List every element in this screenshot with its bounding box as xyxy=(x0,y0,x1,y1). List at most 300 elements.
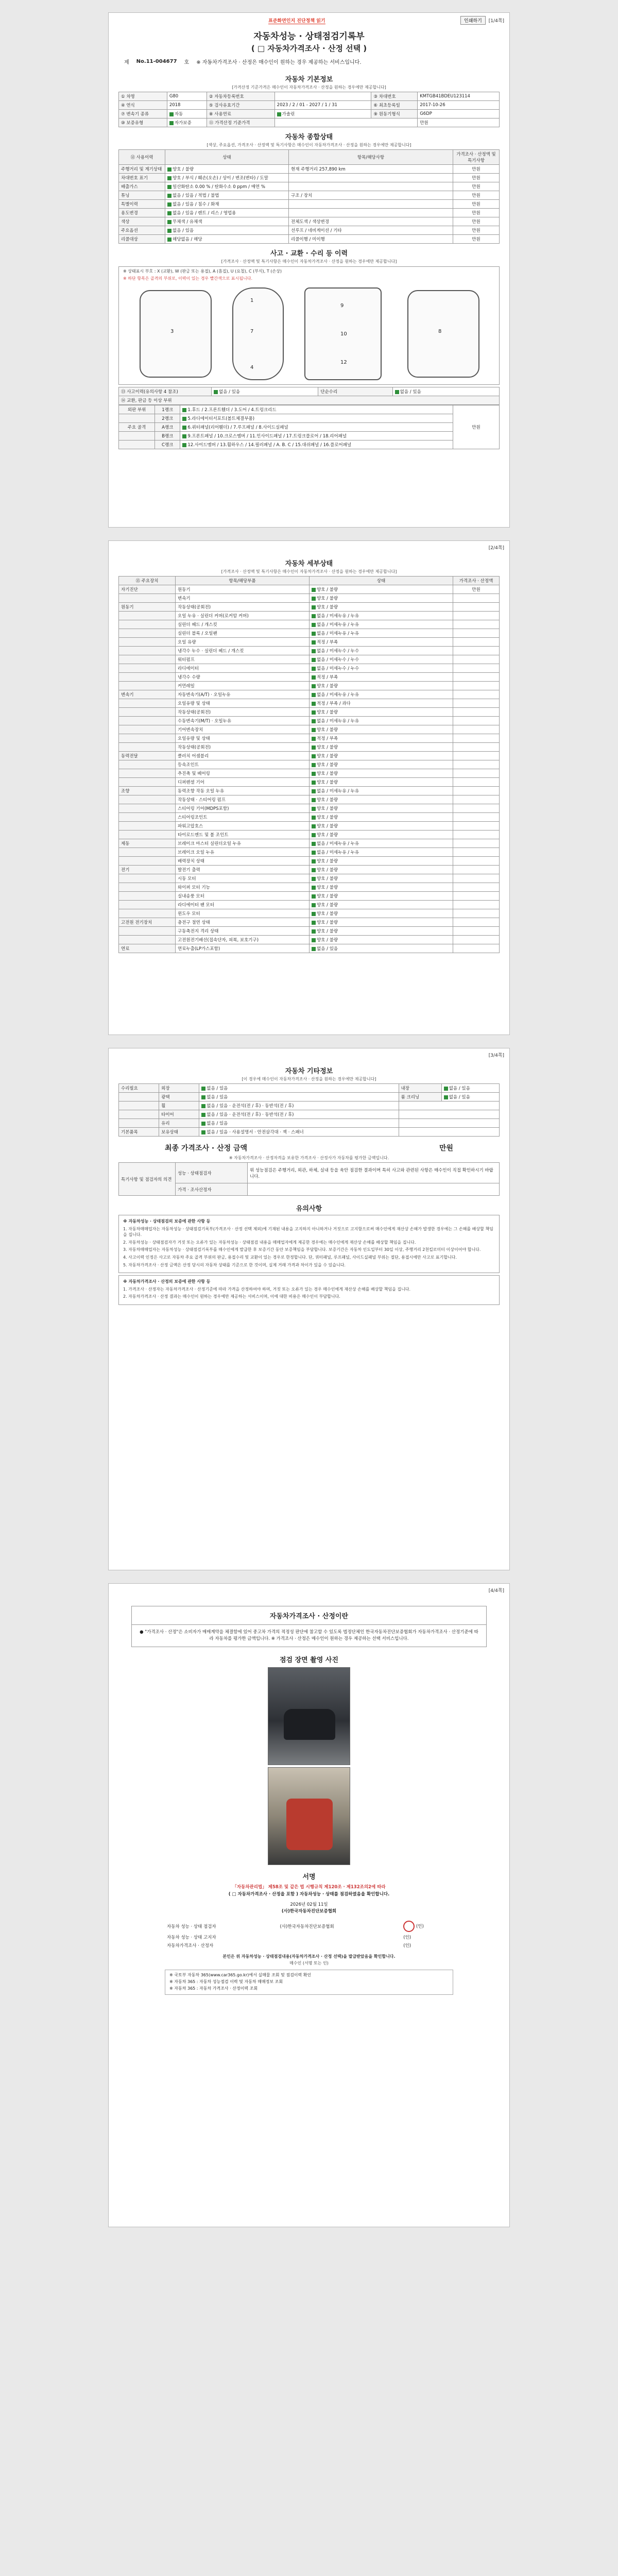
cell xyxy=(401,1920,453,1933)
checkbox[interactable] xyxy=(312,684,316,688)
other-table xyxy=(118,1083,500,1137)
checkbox[interactable] xyxy=(312,807,316,811)
cell-text: 없음 / 미세누유 / 누유 xyxy=(317,841,359,846)
cell: 라디에이터 xyxy=(176,664,310,673)
table-row xyxy=(119,594,500,603)
cell xyxy=(165,200,289,209)
cell: 타이로드엔드 및 볼 조인트 xyxy=(176,831,310,839)
cell xyxy=(165,226,289,235)
checkbox[interactable] xyxy=(444,1087,448,1091)
cell: 내장 xyxy=(399,1084,441,1093)
cell-text: 양호 / 불량 xyxy=(317,762,338,768)
cell xyxy=(119,1093,159,1101)
cell xyxy=(453,717,500,725)
checkbox[interactable] xyxy=(312,745,316,750)
footer-line: ※ 자동차 365 : 자동차 가격조사 · 산정이력 조회 xyxy=(169,1986,258,1991)
cell: 작동상태(공회전) xyxy=(176,708,310,717)
cell-text: 양호 / 불량 xyxy=(317,903,338,908)
cell xyxy=(274,118,418,127)
cell-text: 6.쿼터패널(리어휀더) / 7.루프패널 / 8.사이드실패널 xyxy=(187,425,288,430)
checkbox[interactable] xyxy=(312,816,316,820)
cell xyxy=(310,603,453,612)
cell xyxy=(310,822,453,831)
cell xyxy=(119,1119,159,1128)
cell: 브레이크 오일 누유 xyxy=(176,848,310,857)
cell: 기어변속장치 xyxy=(176,725,310,734)
diagram-label: 3 xyxy=(170,329,174,334)
status-note: [색상, 주요옵션, 가격조사 · 산정액 및 특기사항은 매수인이 자동차가격조사 · 산정을 원하는 경우에만 제공합니다] xyxy=(207,143,411,147)
cell-text: 5.라디에이터서포트(볼트체결부품) xyxy=(187,416,255,421)
cell xyxy=(453,866,500,874)
cell xyxy=(119,432,155,440)
table-row xyxy=(119,787,500,795)
cell xyxy=(119,725,176,734)
cell xyxy=(119,795,176,804)
checkbox[interactable] xyxy=(312,947,316,951)
cell xyxy=(453,822,500,831)
checkbox[interactable] xyxy=(201,1104,205,1108)
cell: 실린더 블록 / 오일팬 xyxy=(176,629,310,638)
checkbox[interactable] xyxy=(312,859,316,863)
cell: 윈도우 모터 xyxy=(176,909,310,918)
table-row xyxy=(165,1920,453,1933)
cell xyxy=(399,1119,499,1128)
cell-text: 없음 / 있음 · 운전석(전 / 후) · 동반석(전 / 후) xyxy=(207,1112,294,1117)
cell: 만원 xyxy=(453,405,500,449)
cell xyxy=(199,1128,399,1137)
cell: 동력전달 xyxy=(119,752,176,760)
diagram-label: 12 xyxy=(340,360,347,365)
table-row xyxy=(119,414,500,423)
cell-text: 양호 / 불량 xyxy=(317,798,338,803)
cell xyxy=(453,839,500,848)
footer-line: ※ 자동차 365 : 자동차 성능점검 이력 및 자동차 매매정보 조회 xyxy=(169,1979,283,1985)
cell: ② 자동차등록번호 xyxy=(207,92,274,101)
basic-info-note: [가격산정 기준가격은 매수인이 자동차가격조사 · 산정을 원하는 경우에만 제공합니다] xyxy=(232,85,386,90)
table-row xyxy=(119,760,500,769)
cell xyxy=(453,848,500,857)
checkbox[interactable] xyxy=(312,833,316,837)
checkbox[interactable] xyxy=(167,220,171,224)
table-row xyxy=(119,874,500,883)
cell xyxy=(399,1128,499,1137)
checkbox[interactable] xyxy=(312,728,316,732)
cell: ① 차명 xyxy=(119,92,167,101)
cell: 색상 xyxy=(119,217,165,226)
checkbox[interactable] xyxy=(312,824,316,828)
checkbox[interactable] xyxy=(312,702,316,706)
checkbox[interactable] xyxy=(182,417,186,421)
cell: 2023 / 2 / 01 - 2027 / 1 / 31 xyxy=(274,101,371,110)
checkbox[interactable] xyxy=(312,798,316,802)
cell: 와이퍼 모터 기능 xyxy=(176,883,310,892)
checkbox[interactable] xyxy=(395,390,399,394)
notice-item: 4. 사고이력 인정은 사고로 자동차 주요 골격 부위의 판금, 용접수리 및 교환이 있는 경우로 한정합니다. 단, 쿼터패널, 루프패널, 사이드실패널 부위는 절단, 용접시에만 사고로 표기합니다. xyxy=(123,1255,457,1260)
print-button[interactable]: 인쇄하기 xyxy=(460,16,486,25)
cell xyxy=(310,892,453,901)
cell-text: 양호 / 불량 xyxy=(317,929,338,934)
checkbox[interactable] xyxy=(312,605,316,609)
checkbox[interactable] xyxy=(312,929,316,934)
cell: 현재 주행거리 257,890 km xyxy=(289,165,453,174)
cell: 구동축전지 격리 상태 xyxy=(176,927,310,936)
checkbox[interactable] xyxy=(167,194,171,198)
checkbox[interactable] xyxy=(312,851,316,855)
cell xyxy=(248,1183,500,1196)
page-number: [3/4쪽] xyxy=(488,1053,504,1058)
cell xyxy=(453,629,500,638)
cell-text: 없음 / 미세누유 / 누유 xyxy=(317,692,359,698)
table-row xyxy=(119,857,500,866)
cell xyxy=(167,110,207,118)
checkbox[interactable] xyxy=(444,1095,448,1099)
checkbox[interactable] xyxy=(312,781,316,785)
checkbox[interactable] xyxy=(312,640,316,645)
checkbox[interactable] xyxy=(312,912,316,916)
cell xyxy=(310,927,453,936)
col-header: 가격조사 · 산정액 xyxy=(453,577,500,585)
checkbox[interactable] xyxy=(182,434,186,438)
cell xyxy=(119,682,176,690)
checkbox[interactable] xyxy=(201,1130,205,1134)
intro-text: ● "가격조사 · 산정"은 소비자가 매매계약을 체결함에 있어 중고차 가격의 적정성 판단에 참고할 수 있도록 법정단체인 한국자동차진단보증협회가 자동차가격조사 · 산정기준에 따라 자동차를 평가한 금액입니다. ※ 가격조사 · 산정은 매수인이 원하는 경우 제공하는 선택 서비스입니다. xyxy=(140,1630,478,1642)
table-row xyxy=(119,795,500,804)
table-row xyxy=(119,235,500,244)
footer-box xyxy=(165,1970,453,1994)
cell xyxy=(310,936,453,944)
basic-info-title: 자동차 기본정보 xyxy=(285,76,333,83)
sign-confirm-text: ( □ 자동차가격조사 · 산정을 포함 ) 자동차성능 · 상태를 점검하였음을 확인합니다. xyxy=(228,1891,390,1897)
notice-box-2 xyxy=(118,1275,500,1305)
checkbox[interactable] xyxy=(312,675,316,680)
diagram-label: 9 xyxy=(340,303,344,309)
cell xyxy=(310,874,453,883)
col-header: ⑮ 주요장치 xyxy=(119,577,176,585)
cell-text: 양호 / 불량 xyxy=(317,894,338,899)
cell: 광택 xyxy=(159,1093,199,1101)
cell-text: 양호 / 불량 xyxy=(317,780,338,785)
car-diagram xyxy=(118,266,500,385)
cell: 1랭크 xyxy=(155,405,180,414)
cell-text: 적정 / 부족 xyxy=(317,675,338,680)
cell: 동력조향 작동 오일 누유 xyxy=(176,787,310,795)
cell-text: 양호 / 불량 xyxy=(317,876,338,882)
diagram-label: 10 xyxy=(340,331,347,337)
checkbox[interactable] xyxy=(312,737,316,741)
intro-title: 자동차가격조사 · 산정이란 xyxy=(132,1606,486,1625)
checkbox[interactable] xyxy=(312,623,316,627)
cell-text: 없음 / 있음 xyxy=(207,1121,228,1126)
cell xyxy=(310,629,453,638)
cell xyxy=(165,191,289,200)
cell xyxy=(453,944,500,953)
cell: 스티어링조인트 xyxy=(176,813,310,822)
cell xyxy=(310,682,453,690)
final-price-note: ※ 자동차가격조사 · 산정자격을 보유한 가격조사 · 산정사가 자동차를 평가한 금액입니다. xyxy=(229,1156,389,1160)
footer-buyer: 매수인 (서명 또는 인) xyxy=(289,1960,329,1965)
cell: 라디에이터 팬 모터 xyxy=(176,901,310,909)
table-row xyxy=(119,708,500,717)
notice-item: 1. 자동차매매업자는 자동차성능 · 상태점검기록부(가격조사 · 산정 선택 제외)에 기재된 내용을 고지하지 아니하거나 거짓으로 고지함으로써 매수인에게 재산상 손해가 발생한 경우에는 그 손해를 배상할 책임을 집니다. xyxy=(123,1226,493,1238)
checkbox[interactable] xyxy=(201,1087,205,1091)
detail-title: 자동차 세부상태 xyxy=(285,560,333,568)
cell: ⑩ 보증유형 xyxy=(119,118,167,127)
checkbox[interactable] xyxy=(167,211,171,215)
table-row xyxy=(119,387,500,396)
checkbox[interactable] xyxy=(214,390,218,394)
cell-text: 적정 / 부족 / 과다 xyxy=(317,701,351,706)
checkbox[interactable] xyxy=(312,588,316,592)
cell-text: 양호 / 불량 xyxy=(317,587,338,592)
cell xyxy=(199,1093,399,1101)
cell: ⑤ 검사유효기간 xyxy=(207,101,274,110)
checkbox[interactable] xyxy=(312,842,316,846)
table-row xyxy=(119,118,500,127)
checkbox[interactable] xyxy=(167,167,171,172)
cell: 만원 xyxy=(453,235,500,244)
cell-text: 없음 / 있음 / 침수 / 화재 xyxy=(173,202,219,207)
cell xyxy=(199,1101,399,1110)
cell xyxy=(119,699,176,708)
cell xyxy=(310,638,453,647)
cell: ⑪ 가격산정 기준가격 xyxy=(207,118,274,127)
checkbox[interactable] xyxy=(201,1113,205,1117)
car-side-left xyxy=(140,290,212,378)
col-header: 상태 xyxy=(310,577,453,585)
reg-prefix: 제 xyxy=(124,60,129,65)
cell xyxy=(165,174,289,182)
footer-confirm: 본인은 위 자동차성능 · 상태점검내용(자동차가격조사 · 산정 선택)을 발급받았음을 확인합니다. xyxy=(222,1954,396,1959)
cell-text: 없음 / 있음 xyxy=(219,389,241,395)
cell: 수동변속기(M/T) · 오일누유 xyxy=(176,717,310,725)
table-row xyxy=(119,822,500,831)
final-price-line xyxy=(165,1143,453,1153)
checkbox[interactable] xyxy=(201,1122,205,1126)
table-row xyxy=(119,918,500,927)
cell xyxy=(289,209,453,217)
cell: 작동상태 · 스티어링 펌프 xyxy=(176,795,310,804)
col-header: 상태 xyxy=(165,150,289,165)
checkbox[interactable] xyxy=(169,112,174,116)
cell xyxy=(119,734,176,743)
checkbox[interactable] xyxy=(312,868,316,872)
cell-text: 양호 / 불량 xyxy=(317,596,338,601)
checkbox[interactable] xyxy=(182,408,186,412)
table-row xyxy=(119,423,500,432)
page-header xyxy=(109,1584,509,1594)
accident-note: [가격조사 · 산정액 및 특기사항은 매수인이 자동차가격조사 · 산정을 원하는 경우에만 제공합니다] xyxy=(221,259,397,264)
cell: 용도변경 xyxy=(119,209,165,217)
checkbox[interactable] xyxy=(312,614,316,618)
registration-line xyxy=(109,54,509,70)
cell-text: 12.사이드멤버 / 13.휠하우스 / 14.필러패널 / A. B. C / 15.대쉬패널 / 16.플로어패널 xyxy=(187,443,352,448)
sign-issuer: (사)한국자동차진단보증협회 xyxy=(281,1909,337,1914)
checkbox[interactable] xyxy=(312,597,316,601)
cell: 조향 xyxy=(119,787,176,795)
cell xyxy=(310,647,453,655)
col-header: 항목/해당부품 xyxy=(176,577,310,585)
inspection-photo-rear xyxy=(268,1767,350,1865)
cell xyxy=(165,217,289,226)
checkbox[interactable] xyxy=(312,693,316,697)
checkbox[interactable] xyxy=(167,238,171,242)
checkbox[interactable] xyxy=(312,938,316,942)
notice-title: 유의사항 xyxy=(296,1205,322,1213)
cell xyxy=(180,405,453,414)
notice-item: 2. 자동차가격조사 · 산정 결과는 매수인이 원하는 경우에만 제공하는 서비스이며, 이에 대한 비용은 매수인이 부담합니다. xyxy=(123,1294,340,1299)
checkbox[interactable] xyxy=(312,658,316,662)
table-row xyxy=(119,944,500,953)
cell xyxy=(119,848,176,857)
notice-heading: ※ 자동차가격조사 · 산정의 보증에 관한 사항 등 xyxy=(123,1279,211,1284)
table-row xyxy=(119,440,500,449)
cell xyxy=(119,892,176,901)
cell xyxy=(453,883,500,892)
cell xyxy=(119,857,176,866)
checkbox[interactable] xyxy=(167,202,171,207)
cell: 만원 xyxy=(453,182,500,191)
checkbox[interactable] xyxy=(312,710,316,715)
cell: 2018 xyxy=(167,101,207,110)
document-subtitle: ( □ 자동차가격조사 · 산정 선택 ) xyxy=(251,44,367,53)
table-row xyxy=(119,673,500,682)
cell xyxy=(392,387,499,396)
cell xyxy=(453,918,500,927)
checkbox[interactable] xyxy=(167,229,171,233)
checkbox[interactable] xyxy=(312,649,316,653)
cell: ⑬ 사고이력(유의사항 4 참조) xyxy=(119,387,212,396)
cell xyxy=(310,708,453,717)
cell: 원동기 xyxy=(176,585,310,594)
cell xyxy=(119,822,176,831)
cell xyxy=(453,594,500,603)
cell xyxy=(310,848,453,857)
checkbox[interactable] xyxy=(312,763,316,767)
cell xyxy=(453,804,500,813)
cell xyxy=(165,209,289,217)
table-row xyxy=(119,927,500,936)
cell: 타이어 xyxy=(159,1110,199,1119)
cell: 클러치 어셈블리 xyxy=(176,752,310,760)
table-row xyxy=(119,734,500,743)
cell xyxy=(453,743,500,752)
cell xyxy=(453,638,500,647)
checkbox[interactable] xyxy=(167,185,171,189)
status-title: 자동차 종합상태 xyxy=(285,133,333,141)
cell-text: 양호 / 불량 xyxy=(317,833,338,838)
cell xyxy=(399,1110,499,1119)
checkbox[interactable] xyxy=(312,754,316,758)
cell xyxy=(310,804,453,813)
footer-text xyxy=(109,1954,509,1967)
cell xyxy=(453,760,500,769)
diagram-label: 4 xyxy=(250,365,254,370)
table-row xyxy=(119,174,500,182)
checkbox[interactable] xyxy=(312,894,316,899)
cell xyxy=(119,831,176,839)
cell: 자기진단 xyxy=(119,585,176,594)
checkbox[interactable] xyxy=(312,719,316,723)
cell-text: 없음 / 미세누유 / 누유 xyxy=(317,631,359,636)
checkbox[interactable] xyxy=(169,121,174,125)
cell xyxy=(278,1933,402,1941)
cell: ⑭ 교환, 판금 등 이상 부위 xyxy=(119,396,500,405)
checkbox[interactable] xyxy=(312,886,316,890)
cell-text: 없음 / 미세누유 / 누유 xyxy=(317,614,359,619)
cell: 수리필요 xyxy=(119,1084,159,1093)
checkbox[interactable] xyxy=(312,772,316,776)
checkbox[interactable] xyxy=(312,632,316,636)
cell xyxy=(289,174,453,182)
checkbox[interactable] xyxy=(312,789,316,793)
cell xyxy=(310,699,453,708)
policy-link[interactable]: 표준화면인지 진단정책 읽기 xyxy=(268,17,325,24)
cell xyxy=(274,110,371,118)
table-row xyxy=(119,839,500,848)
page-number: [1/4쪽] xyxy=(488,19,504,24)
table-row xyxy=(119,655,500,664)
checkbox[interactable] xyxy=(277,112,281,116)
cell xyxy=(289,200,453,209)
cell-text: 양호 / 부식 / 훼손(오손) / 상이 / 변조(변타) / 도말 xyxy=(173,176,268,181)
cell: (인) xyxy=(403,1943,411,1948)
cell xyxy=(310,655,453,664)
cell xyxy=(453,936,500,944)
table-row xyxy=(119,405,500,414)
cell xyxy=(310,839,453,848)
cell: 오일 누유 · 실린더 커버(로커암 커버) xyxy=(176,612,310,620)
cell: 추진축 및 베어링 xyxy=(176,769,310,778)
checkbox[interactable] xyxy=(201,1095,205,1099)
cell-text: 없음 / 미세누유 / 누유 xyxy=(317,719,359,724)
checkbox[interactable] xyxy=(312,903,316,907)
checkbox[interactable] xyxy=(312,921,316,925)
cell: 보유상태 xyxy=(159,1128,199,1137)
cell-text: 양호 / 불량 xyxy=(317,859,338,864)
cell: 주요옵션 xyxy=(119,226,165,235)
diagram-label: 7 xyxy=(250,329,254,334)
cell xyxy=(310,866,453,874)
cell: 발전기 출력 xyxy=(176,866,310,874)
cell xyxy=(310,690,453,699)
cell xyxy=(310,594,453,603)
checkbox[interactable] xyxy=(182,426,186,430)
notice-item: 2. 자동차성능 · 상태점검자가 거짓 또는 오류가 있는 자동차성능 · 상태점검 내용을 매매업자에게 제공한 경우에는 매수인에게 재산상 손해를 배상할 책임을 집니다. xyxy=(123,1240,416,1245)
checkbox[interactable] xyxy=(312,667,316,671)
page-4 xyxy=(108,1583,510,2227)
cell xyxy=(199,1084,399,1093)
cell-text: 없음 / 미세누수 / 누수 xyxy=(317,666,359,671)
cell xyxy=(165,235,289,244)
cell xyxy=(212,387,318,396)
cell xyxy=(119,743,176,752)
table-row xyxy=(119,682,500,690)
cell: 단순수리 xyxy=(318,387,392,396)
cell: 변속기 xyxy=(176,594,310,603)
cell xyxy=(180,414,453,423)
cell-text: 양호 / 불량 xyxy=(317,938,338,943)
checkbox[interactable] xyxy=(167,176,171,180)
cell xyxy=(453,874,500,883)
cell: 배출가스 xyxy=(119,182,165,191)
checkbox[interactable] xyxy=(312,877,316,881)
cell-text: 양호 / 불량 xyxy=(317,911,338,917)
cell: 선루프 / 네비게이션 / 기타 xyxy=(289,226,453,235)
table-row xyxy=(119,92,500,101)
checkbox[interactable] xyxy=(182,443,186,447)
table-row xyxy=(119,743,500,752)
table-row xyxy=(119,883,500,892)
